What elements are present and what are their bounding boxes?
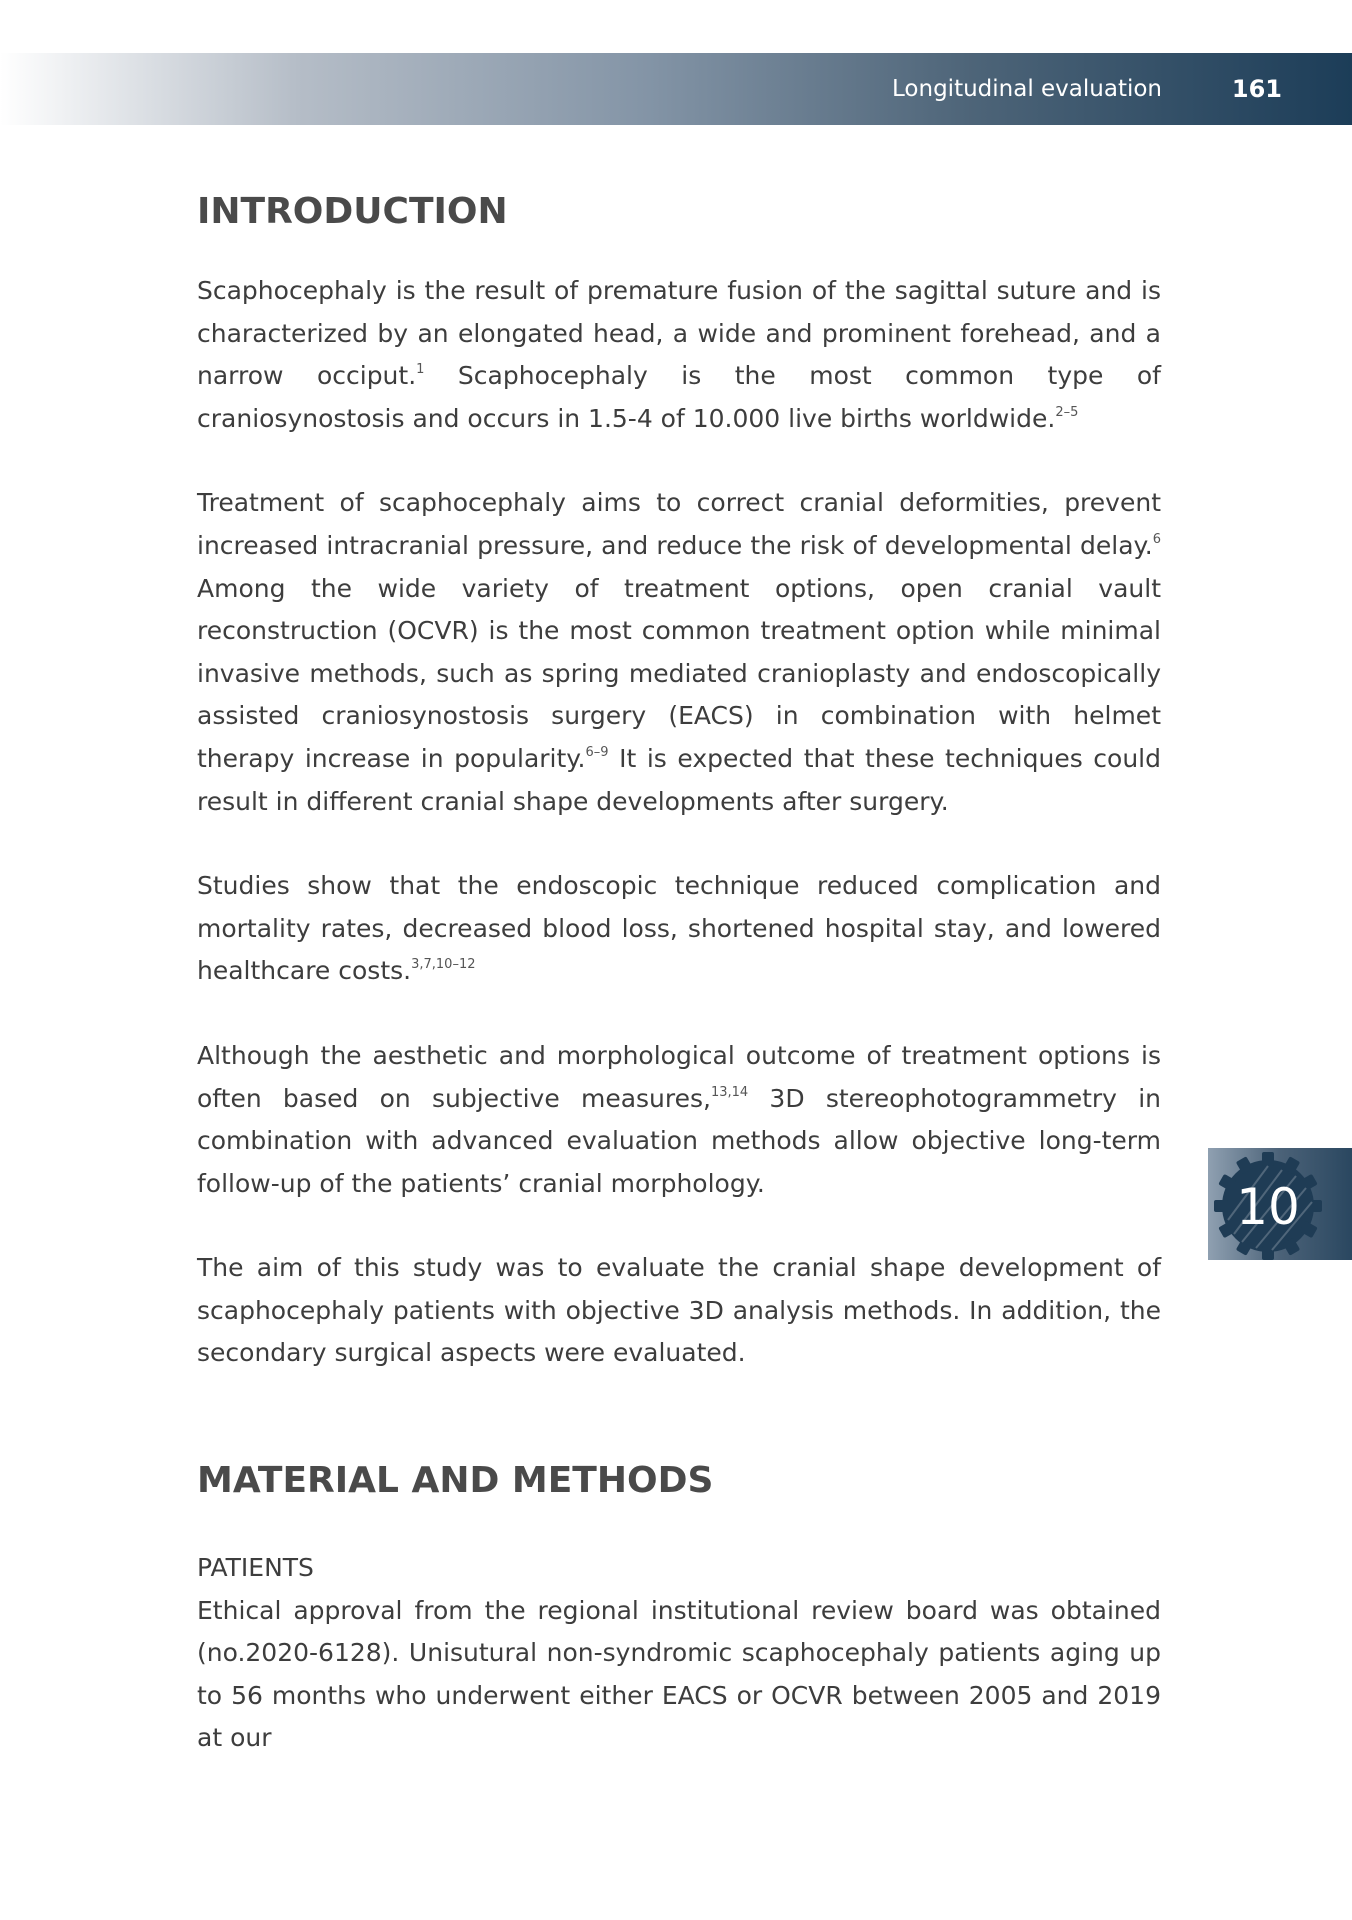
page-number: 161 <box>1231 75 1282 103</box>
gear-badge-icon <box>1212 1150 1324 1262</box>
citation-superscript: 3,7,10–12 <box>411 957 476 973</box>
paragraph-text: The aim of this study was to evaluate the cranial shape development of scaphocephaly patients with objective 3D analysis methods. In addition, the secondary surgical aspects were evaluated. <box>197 1253 1161 1368</box>
introduction-heading: INTRODUCTION <box>197 191 508 232</box>
paragraph-text: Among the wide variety of treatment options, open cranial vault reconstruction (OCVR) is the most common treatment option while minimal invasive methods, such as spring mediated cranioplasty and endoscopically assisted craniosynostosis surgery (EACS) in combination with helmet therapy increase in popularity. <box>197 573 1161 773</box>
running-title: Longitudinal evaluation <box>892 76 1162 102</box>
paragraph-text: Although the aesthetic and morphological outcome of treatment options is often based on subjective measures, <box>197 1040 1161 1113</box>
patients-subheading: PATIENTS <box>197 1553 314 1583</box>
running-header <box>0 53 1352 125</box>
citation-superscript: 6–9 <box>585 744 609 760</box>
article-body <box>197 184 1161 1760</box>
paragraph-text: It is expected that these techniques could result in different cranial shape developments after surgery. <box>197 743 1161 816</box>
citation-superscript: 1 <box>416 362 425 378</box>
methods-heading: MATERIAL AND METHODS <box>197 1460 714 1502</box>
intro-paragraph-5 <box>197 1247 1161 1375</box>
paragraph-text: Scaphocephaly is the most common type of craniosynostosis and occurs in 1.5-4 of 10.000 live births worldwide. <box>197 361 1161 433</box>
chapter-number: 10 <box>1236 1178 1300 1236</box>
paragraph-text: Studies show that the endoscopic technique reduced complication and mortality rates, decreased blood loss, shortened hospital stay, and lowered healthcare costs. <box>197 871 1161 986</box>
citation-superscript: 13,14 <box>710 1084 749 1100</box>
methods-paragraph-1 <box>197 1590 1161 1760</box>
intro-paragraph-2 <box>197 482 1161 823</box>
intro-paragraph-1 <box>197 270 1161 440</box>
citation-superscript: 6 <box>1152 531 1161 547</box>
paragraph-text: Scaphocephaly is the result of premature fusion of the sagittal suture and is characterized by an elongated head, a wide and prominent forehead, and a narrow occiput. <box>197 276 1161 391</box>
citation-superscript: 2–5 <box>1055 404 1079 420</box>
paragraph-text: Treatment of scaphocephaly aims to correct cranial deformities, prevent increased intracranial pressure, and reduce the risk of developmental delay. <box>197 488 1161 560</box>
paragraph-text: 3D stereophotogrammetry in combination with advanced evaluation methods allow objective long-term follow-up of the patients’ cranial morphology. <box>197 1083 1161 1198</box>
intro-paragraph-3 <box>197 865 1161 993</box>
paragraph-text: Ethical approval from the regional institutional review board was obtained (no.2020-6128). Unisutural non-syndromic scaphocephaly patients aging up to 56 months who underwent either EACS or OCVR between 2005 and 2019 at our <box>197 1595 1161 1753</box>
intro-paragraph-4 <box>197 1035 1161 1205</box>
